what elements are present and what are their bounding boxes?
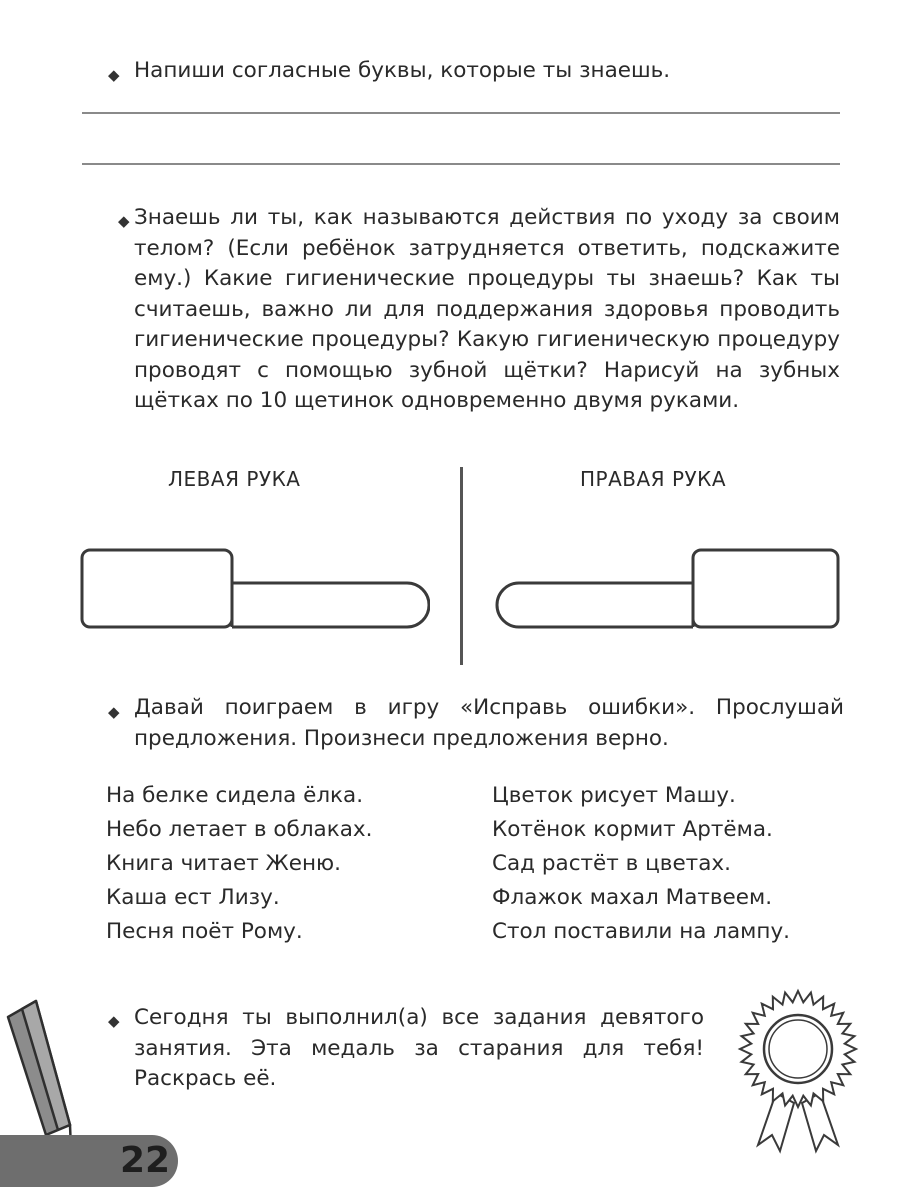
list-item: Каша ест Лизу. <box>106 885 280 910</box>
writing-line[interactable] <box>82 112 840 114</box>
task3-text: Давай поиграем в игру «Исправь ошибки». Прослушай предложения. Произнеси предложения верно. <box>134 695 844 751</box>
list-item: Песня поёт Рому. <box>106 919 303 944</box>
medal-icon[interactable] <box>728 985 868 1160</box>
list-item: Котёнок кормит Артёма. <box>492 817 773 842</box>
task4-text: Сегодня ты выполнил(а) все задания девятого занятия. Эта медаль за старания для тебя! Раскрась её. <box>134 1005 704 1091</box>
left-hand-label: ЛЕВАЯ РУКА <box>168 467 301 491</box>
list-item: На белке сидела ёлка. <box>106 783 364 808</box>
writing-line[interactable] <box>82 163 840 165</box>
bullet-diamond-icon: ◆ <box>118 212 130 230</box>
toothbrush-right-icon[interactable] <box>495 545 845 630</box>
list-item: Цветок рисует Машу. <box>492 783 736 808</box>
bullet-diamond-icon: ◆ <box>108 1012 120 1030</box>
task1-text: Напиши согласные буквы, которые ты знаешь. <box>134 58 671 83</box>
right-hand-label: ПРАВАЯ РУКА <box>580 467 727 491</box>
list-item: Сад растёт в цветах. <box>492 851 731 876</box>
list-item: Книга читает Женю. <box>106 851 341 876</box>
bullet-diamond-icon: ◆ <box>108 66 120 84</box>
list-item: Стол поставили на лампу. <box>492 919 791 944</box>
bullet-diamond-icon: ◆ <box>108 703 120 721</box>
page-number: 22 <box>120 1140 171 1181</box>
column-divider <box>460 467 463 665</box>
toothbrush-left-icon[interactable] <box>80 545 430 630</box>
task2-text: Знаешь ли ты, как называются действия по уходу за своим телом? (Если ребёнок затрудняется ответить, подскажите ему.) Какие гигиенические процедуры ты знаешь? Как ты считаешь, важно ли для поддержания здоровья проводить гигиенические процедуры? Какую гигиеническую процедуру проводят с помощью зубной щётки? Нарисуй на зубных щётках по 10 щетинок одновременно двумя руками. <box>134 205 840 413</box>
list-item: Флажок махал Матвеем. <box>492 885 773 910</box>
list-item: Небо летает в облаках. <box>106 817 373 842</box>
